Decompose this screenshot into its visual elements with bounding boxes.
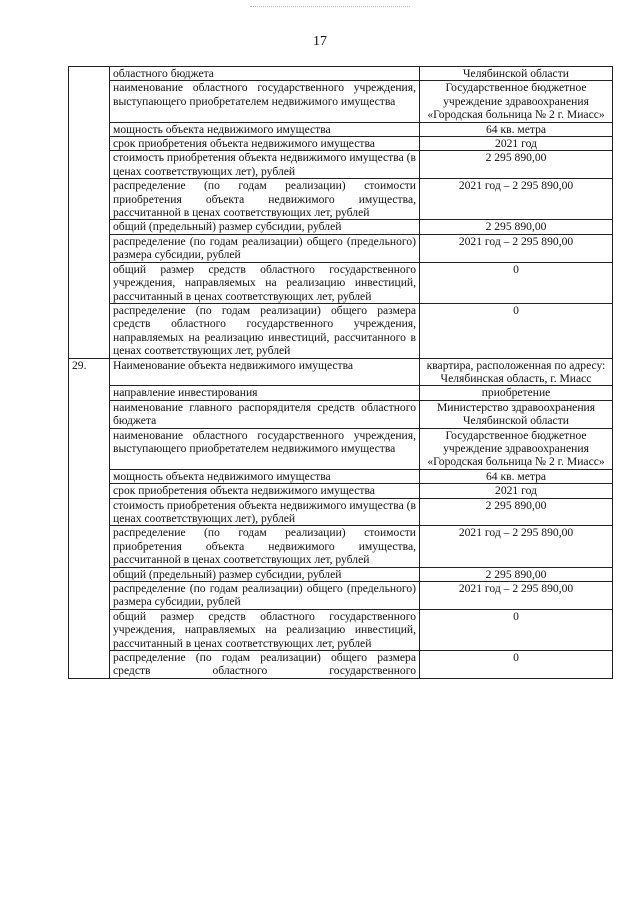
- table-row: [69, 67, 613, 81]
- row-label: мощность объекта недвижимого имущества: [110, 469, 420, 483]
- table-row: [69, 567, 613, 581]
- row-label: распределение (по годам реализации) общего (предельного) размера субсидии, рублей: [110, 582, 420, 610]
- row-value: 2021 год – 2 295 890,00: [420, 582, 613, 610]
- table-row: [69, 151, 613, 179]
- row-label: срок приобретения объекта недвижимого имущества: [110, 137, 420, 151]
- row-value: 64 кв. метра: [420, 469, 613, 483]
- row-value: Государственное бюджетное учреждение здравоохранения «Городская больница № 2 г. Миасс»: [420, 428, 613, 469]
- row-label: наименование главного распорядителя средств областного бюджета: [110, 400, 420, 428]
- row-label: направление инвестирования: [110, 386, 420, 400]
- row-value: Государственное бюджетное учреждение здравоохранения «Городская больница № 2 г. Миасс»: [420, 81, 613, 122]
- row-value: 2 295 890,00: [420, 498, 613, 526]
- table-row: [69, 358, 613, 386]
- table-row: [69, 262, 613, 303]
- row-label: наименование областного государственного учреждения, выступающего приобретателем недвижимого имущества: [110, 81, 420, 122]
- row-value: 0: [420, 303, 613, 358]
- row-value: 2 295 890,00: [420, 220, 613, 234]
- row-value: 2021 год: [420, 484, 613, 498]
- row-label: распределение (по годам реализации) общего размера средств областного государственного: [110, 651, 420, 679]
- table-row: [69, 484, 613, 498]
- table-row: [69, 526, 613, 567]
- row-label: распределение (по годам реализации) стоимости приобретения объекта недвижимого имущества, рассчитанной в ценах соответствующих лет, рублей: [110, 526, 420, 567]
- row-label: общий (предельный) размер субсидии, рублей: [110, 220, 420, 234]
- row-value: 0: [420, 651, 613, 679]
- table-row: [69, 303, 613, 358]
- row-value: Министерство здравоохранения Челябинской области: [420, 400, 613, 428]
- row-value: приобретение: [420, 386, 613, 400]
- row-value: квартира, расположенная по адресу: Челябинская область, г. Миасс: [420, 358, 613, 386]
- investment-table: [68, 66, 613, 679]
- item-number-cell: [69, 67, 110, 359]
- row-value: Челябинской области: [420, 67, 613, 81]
- row-label: распределение (по годам реализации) общего размера средств областного государственного учреждения, направляемых на реализацию инвестиций, рассчитанного в ценах соответствующих лет, рублей: [110, 303, 420, 358]
- table-row: [69, 651, 613, 679]
- table-row: [69, 179, 613, 220]
- row-value: 2021 год – 2 295 890,00: [420, 526, 613, 567]
- row-value: 2021 год: [420, 137, 613, 151]
- table-row: [69, 81, 613, 122]
- table-row: [69, 428, 613, 469]
- table-row: [69, 137, 613, 151]
- row-value: 0: [420, 609, 613, 650]
- row-label: общий (предельный) размер субсидии, рублей: [110, 567, 420, 581]
- scan-artifact: [250, 6, 410, 9]
- table-row: [69, 469, 613, 483]
- row-value: 2 295 890,00: [420, 567, 613, 581]
- row-label: срок приобретения объекта недвижимого имущества: [110, 484, 420, 498]
- row-label: наименование областного государственного учреждения, выступающего приобретателем недвижимого имущества: [110, 428, 420, 469]
- row-value: 2 295 890,00: [420, 151, 613, 179]
- row-label: стоимость приобретения объекта недвижимого имущества (в ценах соответствующих лет), рублей: [110, 151, 420, 179]
- table-row: [69, 220, 613, 234]
- table-row: [69, 400, 613, 428]
- row-label: общий размер средств областного государственного учреждения, направляемых на реализацию инвестиций, рассчитанный в ценах соответствующих лет, рублей: [110, 262, 420, 303]
- item-number-cell: 29.: [69, 358, 110, 678]
- row-label: общий размер средств областного государственного учреждения, направляемых на реализацию инвестиций, рассчитанный в ценах соответствующих лет, рублей: [110, 609, 420, 650]
- row-label: распределение (по годам реализации) стоимости приобретения объекта недвижимого имущества, рассчитанной в ценах соответствующих лет, рублей: [110, 179, 420, 220]
- table-row: [69, 386, 613, 400]
- row-value: 0: [420, 262, 613, 303]
- table-row: [69, 122, 613, 136]
- row-label: мощность объекта недвижимого имущества: [110, 122, 420, 136]
- row-value: 2021 год – 2 295 890,00: [420, 179, 613, 220]
- table-row: [69, 498, 613, 526]
- row-value: 64 кв. метра: [420, 122, 613, 136]
- table-row: [69, 582, 613, 610]
- row-label: распределение (по годам реализации) общего (предельного) размера субсидии, рублей: [110, 234, 420, 262]
- table-row: [69, 234, 613, 262]
- row-label: стоимость приобретения объекта недвижимого имущества (в ценах соответствующих лет), рублей: [110, 498, 420, 526]
- page-number: 17: [313, 34, 327, 49]
- row-label: областного бюджета: [110, 67, 420, 81]
- row-label: Наименование объекта недвижимого имущества: [110, 358, 420, 386]
- row-value: 2021 год – 2 295 890,00: [420, 234, 613, 262]
- table-row: [69, 609, 613, 650]
